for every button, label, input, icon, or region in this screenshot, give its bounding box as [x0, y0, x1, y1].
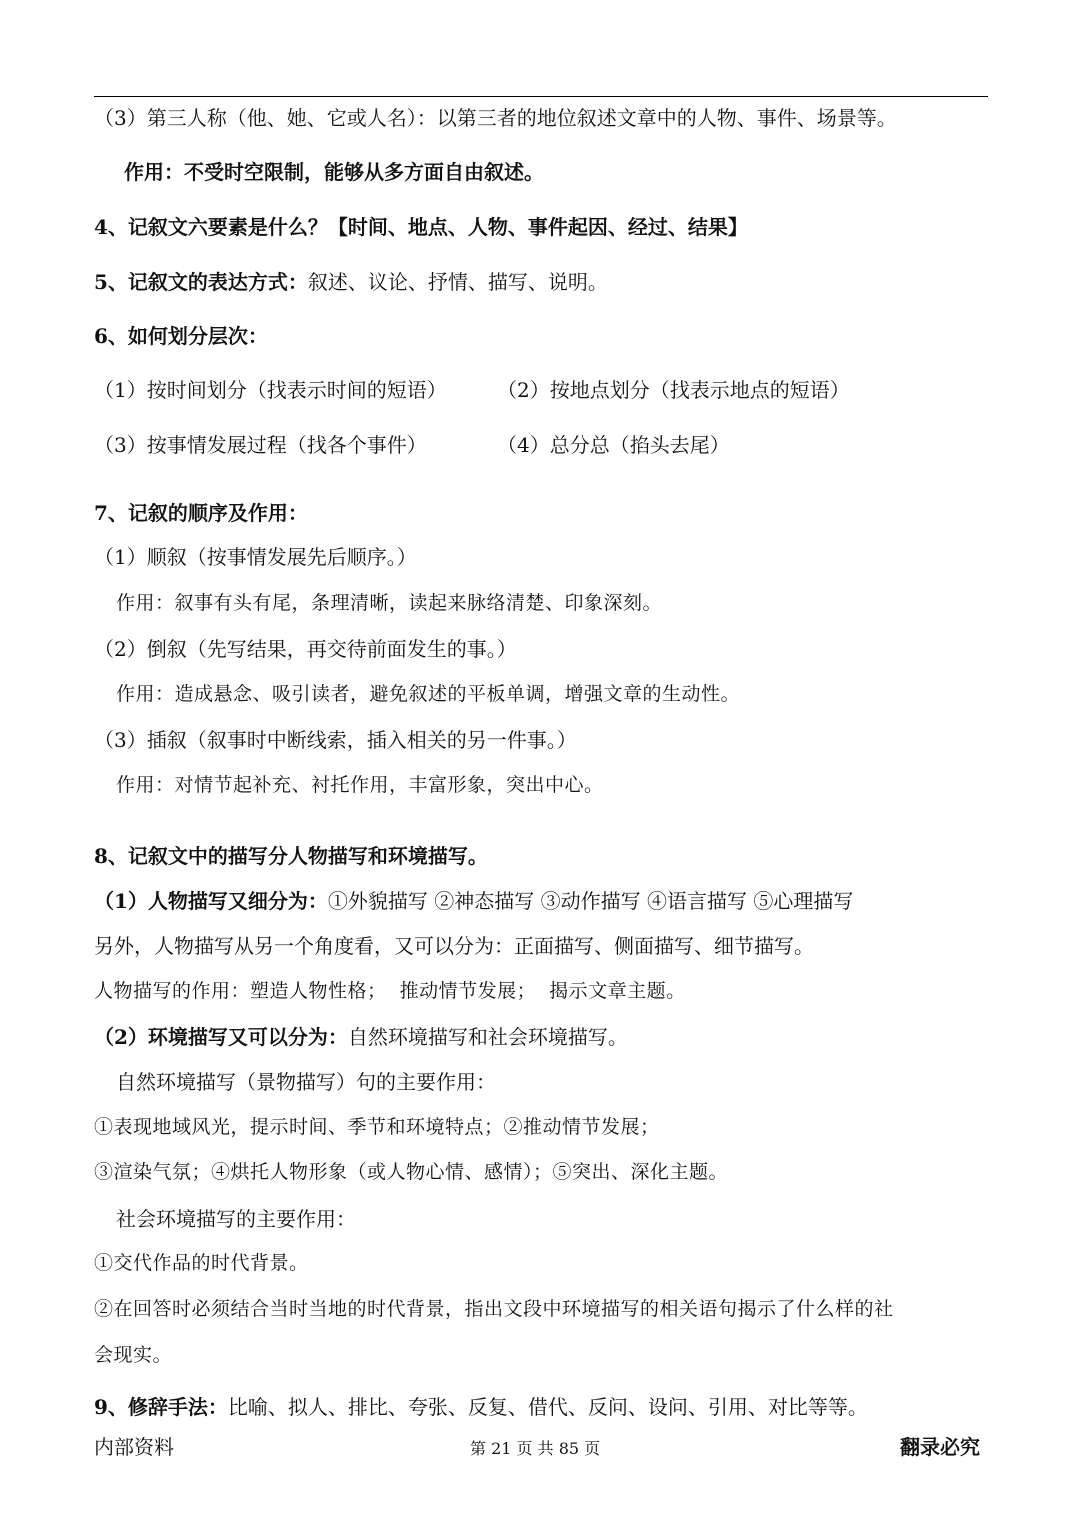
subheading-line [94, 891, 853, 911]
text-line: （3）插叙（叙事时中断线索，插入相关的另一件事。） [94, 728, 577, 752]
text-line: 作用：造成悬念、吸引读者，避免叙述的平板单调，增强文章的生动性。 [116, 683, 741, 705]
header-rule [94, 96, 988, 97]
text-line: 作用：不受时空限制，能够从多方面自由叙述。 [124, 160, 544, 184]
text-line: ②在回答时必须结合当时当地的时代背景，指出文段中环境描写的相关语句揭示了什么样的社 [94, 1298, 894, 1320]
text-line: （3）按事情发展过程（找各个事件） [94, 433, 427, 457]
text-line: ①交代作品的时代背景。 [94, 1252, 309, 1274]
heading-8: 8、记叙文中的描写分人物描写和环境描写。 [94, 844, 488, 868]
heading-9-content: 比喻、拟人、排比、夸张、反复、借代、反问、设问、引用、对比等等。 [227, 1395, 868, 1419]
heading-5-content: 叙述、议论、抒情、描写、说明。 [307, 270, 608, 294]
heading-5-line [94, 272, 608, 292]
text-line: ③渲染气氛；④烘托人物形象（或人物心情、感情）；⑤突出、深化主题。 [94, 1161, 729, 1183]
text-line: （4）总分总（掐头去尾） [497, 433, 730, 457]
page-number: 第 21 页 共 85 页 [470, 1439, 601, 1458]
heading-9: 9、修辞手法： [94, 1395, 228, 1419]
heading-9-line [94, 1397, 868, 1417]
subheading-line [94, 1027, 628, 1047]
text-line: ①表现地域风光，提示时间、季节和环境特点；②推动情节发展； [94, 1116, 660, 1138]
subheading: （1）人物描写又细分为： [94, 889, 328, 913]
text-line: 社会环境描写的主要作用： [116, 1207, 356, 1231]
text-line: 人物描写的作用：塑造人物性格； 推动情节发展； 揭示文章主题。 [94, 980, 686, 1002]
heading-4: 4、记叙文六要素是什么？【时间、地点、人物、事件起因、经过、结果】 [94, 215, 748, 239]
text-line: 另外，人物描写从另一个角度看，又可以分为：正面描写、侧面描写、细节描写。 [94, 934, 814, 958]
text-line: （2）按地点划分（找表示地点的短语） [497, 378, 850, 402]
heading-5: 5、记叙文的表达方式： [94, 270, 308, 294]
text-line: 会现实。 [94, 1344, 173, 1366]
subheading: （2）环境描写又可以分为： [94, 1025, 348, 1049]
text-line: （1）顺叙（按事情发展先后顺序。） [94, 545, 417, 569]
heading-7: 7、记叙的顺序及作用： [94, 501, 308, 525]
subheading-content: 自然环境描写和社会环境描写。 [347, 1025, 628, 1049]
footer-left: 内部资料 [94, 1435, 174, 1459]
text-line: 作用：叙事有头有尾，条理清晰，读起来脉络清楚、印象深刻。 [116, 592, 663, 614]
subheading-content: ①外貌描写 ②神态描写 ③动作描写 ④语言描写 ⑤心理描写 [327, 889, 854, 913]
text-line: 作用：对情节起补充、衬托作用，丰富形象，突出中心。 [116, 774, 604, 796]
heading-6: 6、如何划分层次： [94, 324, 268, 348]
text-line: （3）第三人称（他、她、它或人名）：以第三者的地位叙述文章中的人物、事件、场景等。 [94, 106, 897, 130]
text-line: （1）按时间划分（找表示时间的短语） [94, 378, 447, 402]
footer-right: 翻录必究 [900, 1435, 980, 1459]
text-line: （2）倒叙（先写结果，再交待前面发生的事。） [94, 637, 517, 661]
text-line: 自然环境描写（景物描写）句的主要作用： [116, 1070, 496, 1094]
